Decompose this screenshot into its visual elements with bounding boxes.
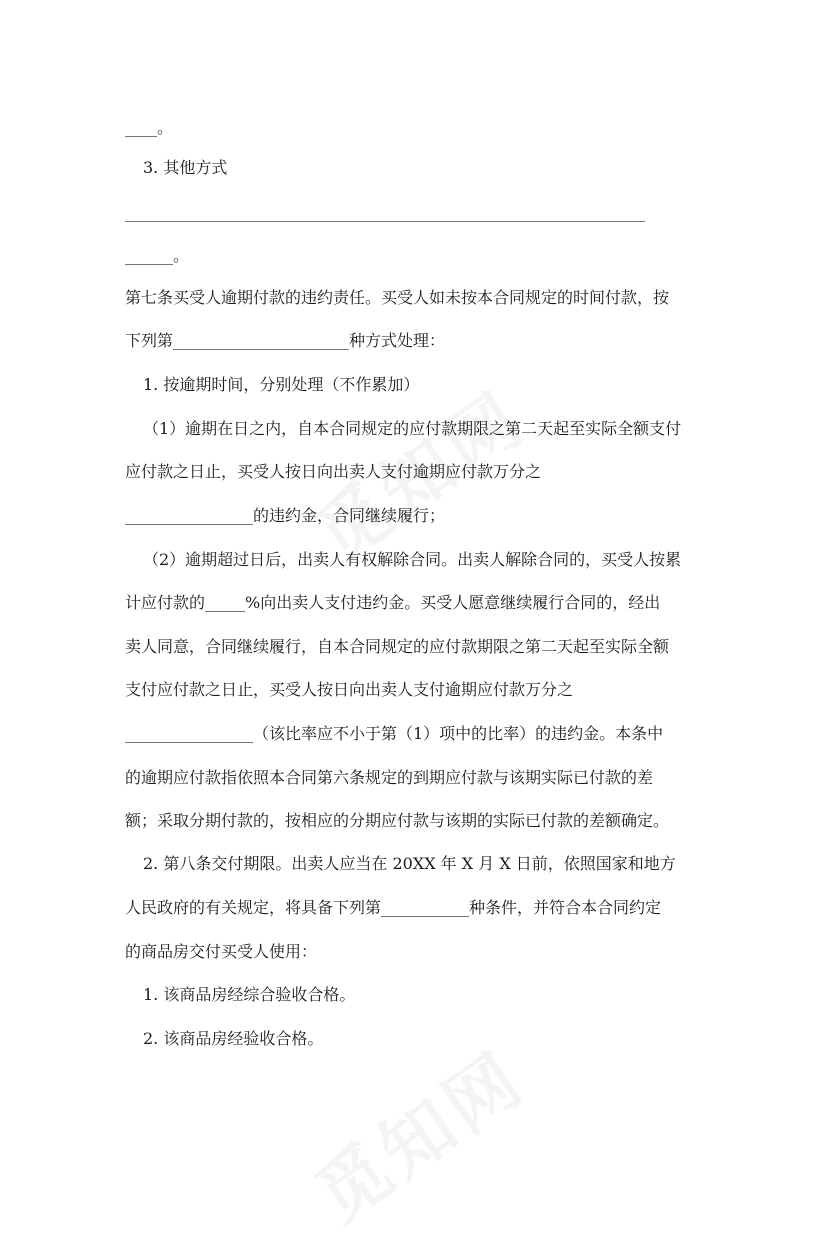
text-line: 2. 第八条交付期限。出卖人应当在 20XX 年 X 月 X 日前，依照国家和地方 — [143, 854, 676, 873]
text-line: 2. 该商品房经验收合格。 — [143, 1029, 324, 1048]
text-line: 计应付款的_____%向出卖人支付违约金。买受人愿意继续履行合同的，经出 — [125, 593, 661, 612]
text-line: ________________（该比率应不小于第（1）项中的比率）的违约金。本条中 — [125, 724, 664, 743]
text-line: 卖人同意，合同继续履行，自本合同规定的应付款期限之第二天起至实际全额 — [125, 637, 670, 656]
text-line: 下列第______________________种方式处理： — [125, 331, 446, 350]
text-line: （1）逾期在日之内，自本合同规定的应付款期限之第二天起至实际全额支付 — [143, 419, 682, 438]
text-line: 1. 该商品房经综合验收合格。 — [143, 985, 356, 1004]
text-line: 支付应付款之日止，买受人按日向出卖人支付逾期应付款万分之 — [125, 680, 574, 699]
text-line: _________________________________________________________________ — [125, 203, 645, 222]
text-line: 3. 其他方式 — [143, 158, 228, 177]
watermark — [291, 1022, 542, 1241]
text-line: （2）逾期超过日后，出卖人有权解除合同。出卖人解除合同的，买受人按累 — [143, 550, 682, 569]
text-line: 人民政府的有关规定，将具备下列第___________种条件，并符合本合同约定 — [125, 898, 662, 917]
text-line: 1. 按逾期时间，分别处理（不作累加） — [143, 375, 420, 394]
text-line: 第七条买受人逾期付款的违约责任。买受人如未按本合同规定的时间付款，按 — [125, 288, 670, 307]
text-line: 的商品房交付买受人使用： — [125, 942, 318, 961]
text-line: ____。 — [125, 118, 174, 137]
text-line: 的逾期应付款指依照本合同第六条规定的到期应付款与该期实际已付款的差 — [125, 768, 654, 787]
text-line: ______。 — [125, 246, 190, 265]
text-line: ________________的违约金，合同继续履行； — [125, 506, 446, 525]
text-line: 额；采取分期付款的，按相应的分期应付款与该期的实际已付款的差额确定。 — [125, 811, 670, 830]
text-line: 应付款之日止，买受人按日向出卖人支付逾期应付款万分之 — [125, 462, 542, 481]
